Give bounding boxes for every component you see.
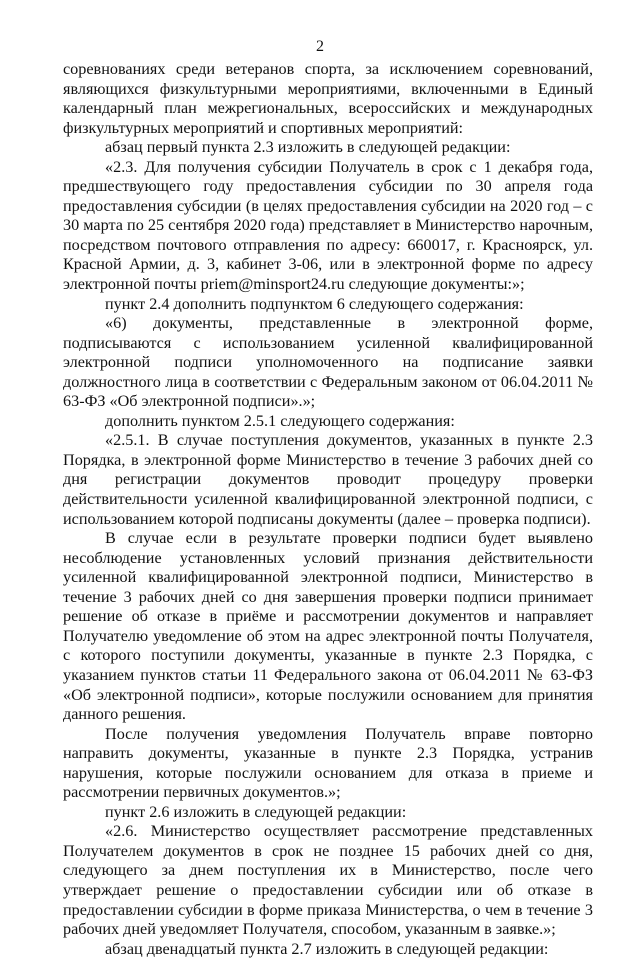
paragraph: пункт 2.6 изложить в следующей редакции: [105,802,407,821]
paragraph: После получения уведомления Получатель вправе повторно направить документы, указанные в пункте 2.3 Порядка, устранив нарушения, которые послужили основанием для отказа в приеме и рассмотрении первичных документов.»; [63,724,593,802]
paragraph: соревнованиях среди ветеранов спорта, за исключением соревнований, являющихся физкультурными мероприятиями, включенными в Единый календарный план межрегиональных, всероссийских и международных физкультурных мероприятий и спортивных мероприятий: [63,60,593,137]
paragraph: пункт 2.4 дополнить подпунктом 6 следующего содержания: [105,294,524,313]
paragraph: «2.5.1. В случае поступления документов, указанных в пункте 2.3 Порядка, в электронной форме Министерство в течение 3 рабочих дней со дня регистрации документов проводит процедуру проверки действительности усиленной квалифицированной электронной подписи, с использованием которой подписаны документы (далее – проверка подписи). [63,431,593,528]
paragraph: абзац первый пункта 2.3 изложить в следующей редакции: [105,138,511,157]
document-body [63,60,593,959]
paragraph: дополнить пунктом 2.5.1 следующего содержания: [105,411,455,430]
paragraph: «2.3. Для получения субсидии Получатель в срок с 1 декабря года, предшествующего году предоставления субсидии по 30 апреля года предоставления субсидии (в целях предоставления субсидии на 2020 год – с 30 марта по 25 сентября 2020 года) представляет в Министерство нарочным, посредством почтового отправления по адресу: 660017, г. Красноярск, ул. Красной Армии, д. 3, кабинет 3-06, или в электронной форме по адресу электронной почты priem@minsport24.ru следующие документы:»; [63,157,593,294]
paragraph: «6) документы, представленные в электронной форме, подписываются с использованием усиленной квалифицированной электронной подписи уполномоченного на подписание заявки должностного лица в соответствии с Федеральным законом от 06.04.2011 № 63-ФЗ «Об электронной подписи».»; [63,314,593,411]
paragraph: В случае если в результате проверки подписи будет выявлено несоблюдение установленных условий признания действительности усиленной квалифицированной электронной подписи, Министерство в течение 3 рабочих дней со дня завершения проверки подписи принимает решение об отказе в приёме и рассмотрении документов и направляет Получателю уведомление об этом на адрес электронной почты Получателя, с которого поступили документы, указанные в пункте 2.3 Порядка, с указанием пунктов статьи 11 Федерального закона от 06.04.2011 № 63-ФЗ «Об электронной подписи», которые послужили основанием для принятия данного решения. [63,529,593,724]
paragraph: абзац двенадцатый пункта 2.7 изложить в следующей редакции: [105,939,549,958]
paragraph: «2.6. Министерство осуществляет рассмотрение представленных Получателем документов в срок не позднее 15 рабочих дней со дня, следующего за днем поступления их в Министерство, после чего утверждает решение о предоставлении субсидии или об отказе в предоставлении субсидии в форме приказа Министерства, о чем в течение 3 рабочих дней уведомляет Получателя, способом, указанным в заявке.»; [63,822,593,939]
page-number: 2 [316,38,324,55]
